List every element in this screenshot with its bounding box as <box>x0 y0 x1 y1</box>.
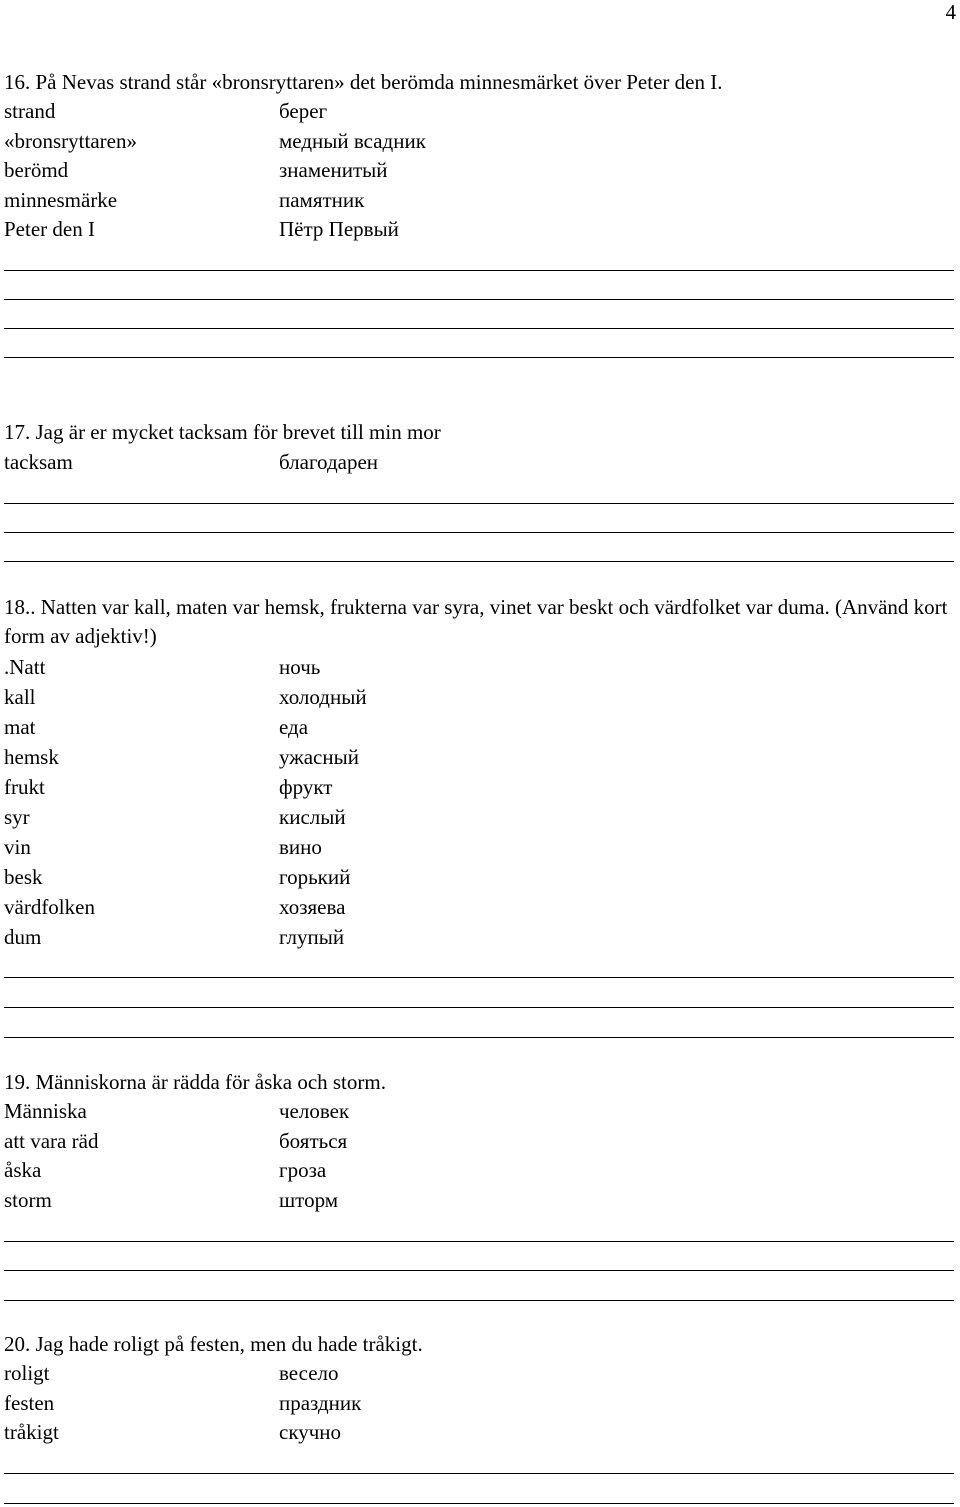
swedish-word: tacksam <box>4 450 73 474</box>
swedish-word: tråkigt <box>4 1420 59 1444</box>
swedish-word: .Natt <box>4 655 46 679</box>
answer-line[interactable] <box>4 328 954 329</box>
russian-word: Пётр Первый <box>279 217 399 241</box>
swedish-word: värdfolken <box>4 895 95 919</box>
answer-line[interactable] <box>4 977 954 978</box>
swedish-word: Människa <box>4 1099 87 1123</box>
answer-line[interactable] <box>4 1503 954 1504</box>
russian-word: праздник <box>279 1390 362 1415</box>
russian-word: весело <box>279 1361 339 1385</box>
exercise-16-sentence: 16. På Nevas strand står «bronsryttaren» det berömda minnesmärket över Peter den I. <box>4 70 723 94</box>
answer-line[interactable] <box>4 1241 954 1242</box>
swedish-word: Peter den I <box>4 217 95 241</box>
swedish-word: frukt <box>4 775 45 799</box>
russian-word: знаменитый <box>279 158 388 182</box>
exercise-20-sentence: 20. Jag hade roligt på festen, men du hade tråkigt. <box>4 1332 423 1356</box>
russian-word: ночь <box>279 655 321 679</box>
russian-word: глупый <box>279 925 345 949</box>
page-number: 4 <box>945 0 956 24</box>
answer-line[interactable] <box>4 532 954 533</box>
swedish-word: att vara räd <box>4 1128 99 1153</box>
swedish-word: vin <box>4 835 31 859</box>
russian-word: человек <box>279 1099 350 1123</box>
swedish-word: berömd <box>4 158 69 182</box>
russian-word: ужасный <box>279 745 359 769</box>
swedish-word: dum <box>4 925 42 949</box>
russian-word: холодный <box>279 685 367 709</box>
swedish-word: «bronsryttaren» <box>4 128 137 153</box>
swedish-word: storm <box>4 1187 52 1212</box>
swedish-word: minnesmärke <box>4 187 118 212</box>
russian-word: еда <box>279 715 309 739</box>
answer-line[interactable] <box>4 1300 954 1301</box>
exercise-19-sentence: 19. Människorna är rädda för åska och storm. <box>4 1070 386 1094</box>
russian-word: вино <box>279 835 322 859</box>
russian-word: кислый <box>279 805 346 829</box>
swedish-word: syr <box>4 805 30 829</box>
russian-word: медный всадник <box>279 128 426 153</box>
exercise-17-sentence: 17. Jag är er mycket tacksam för brevet till min mor <box>4 420 441 444</box>
answer-line[interactable] <box>4 299 954 300</box>
answer-line[interactable] <box>4 357 954 358</box>
answer-line[interactable] <box>4 270 954 271</box>
russian-word: берег <box>279 99 328 123</box>
answer-line[interactable] <box>4 1007 954 1008</box>
answer-line[interactable] <box>4 1037 954 1038</box>
exercise-18-sentence: 18.. Natten var kall, maten var hemsk, frukterna var syra, vinet var beskt och värdfolket var duma. (Använd kort form av adjektiv!) <box>4 595 948 648</box>
russian-word: шторм <box>279 1187 339 1212</box>
answer-line[interactable] <box>4 503 954 504</box>
swedish-word: mat <box>4 715 36 739</box>
russian-word: скучно <box>279 1420 342 1444</box>
swedish-word: kall <box>4 685 36 709</box>
russian-word: горький <box>279 865 351 889</box>
answer-line[interactable] <box>4 561 954 562</box>
russian-word: памятник <box>279 187 365 212</box>
russian-word: благодарен <box>279 450 379 474</box>
swedish-word: strand <box>4 99 56 123</box>
russian-word: бояться <box>279 1128 348 1153</box>
russian-word: гроза <box>279 1158 327 1182</box>
answer-line[interactable] <box>4 1473 954 1474</box>
swedish-word: roligt <box>4 1361 50 1385</box>
swedish-word: festen <box>4 1390 55 1415</box>
swedish-word: åska <box>4 1158 42 1182</box>
swedish-word: besk <box>4 865 43 889</box>
russian-word: фрукт <box>279 775 333 799</box>
swedish-word: hemsk <box>4 745 59 769</box>
answer-line[interactable] <box>4 1270 954 1271</box>
russian-word: хозяева <box>279 895 346 919</box>
